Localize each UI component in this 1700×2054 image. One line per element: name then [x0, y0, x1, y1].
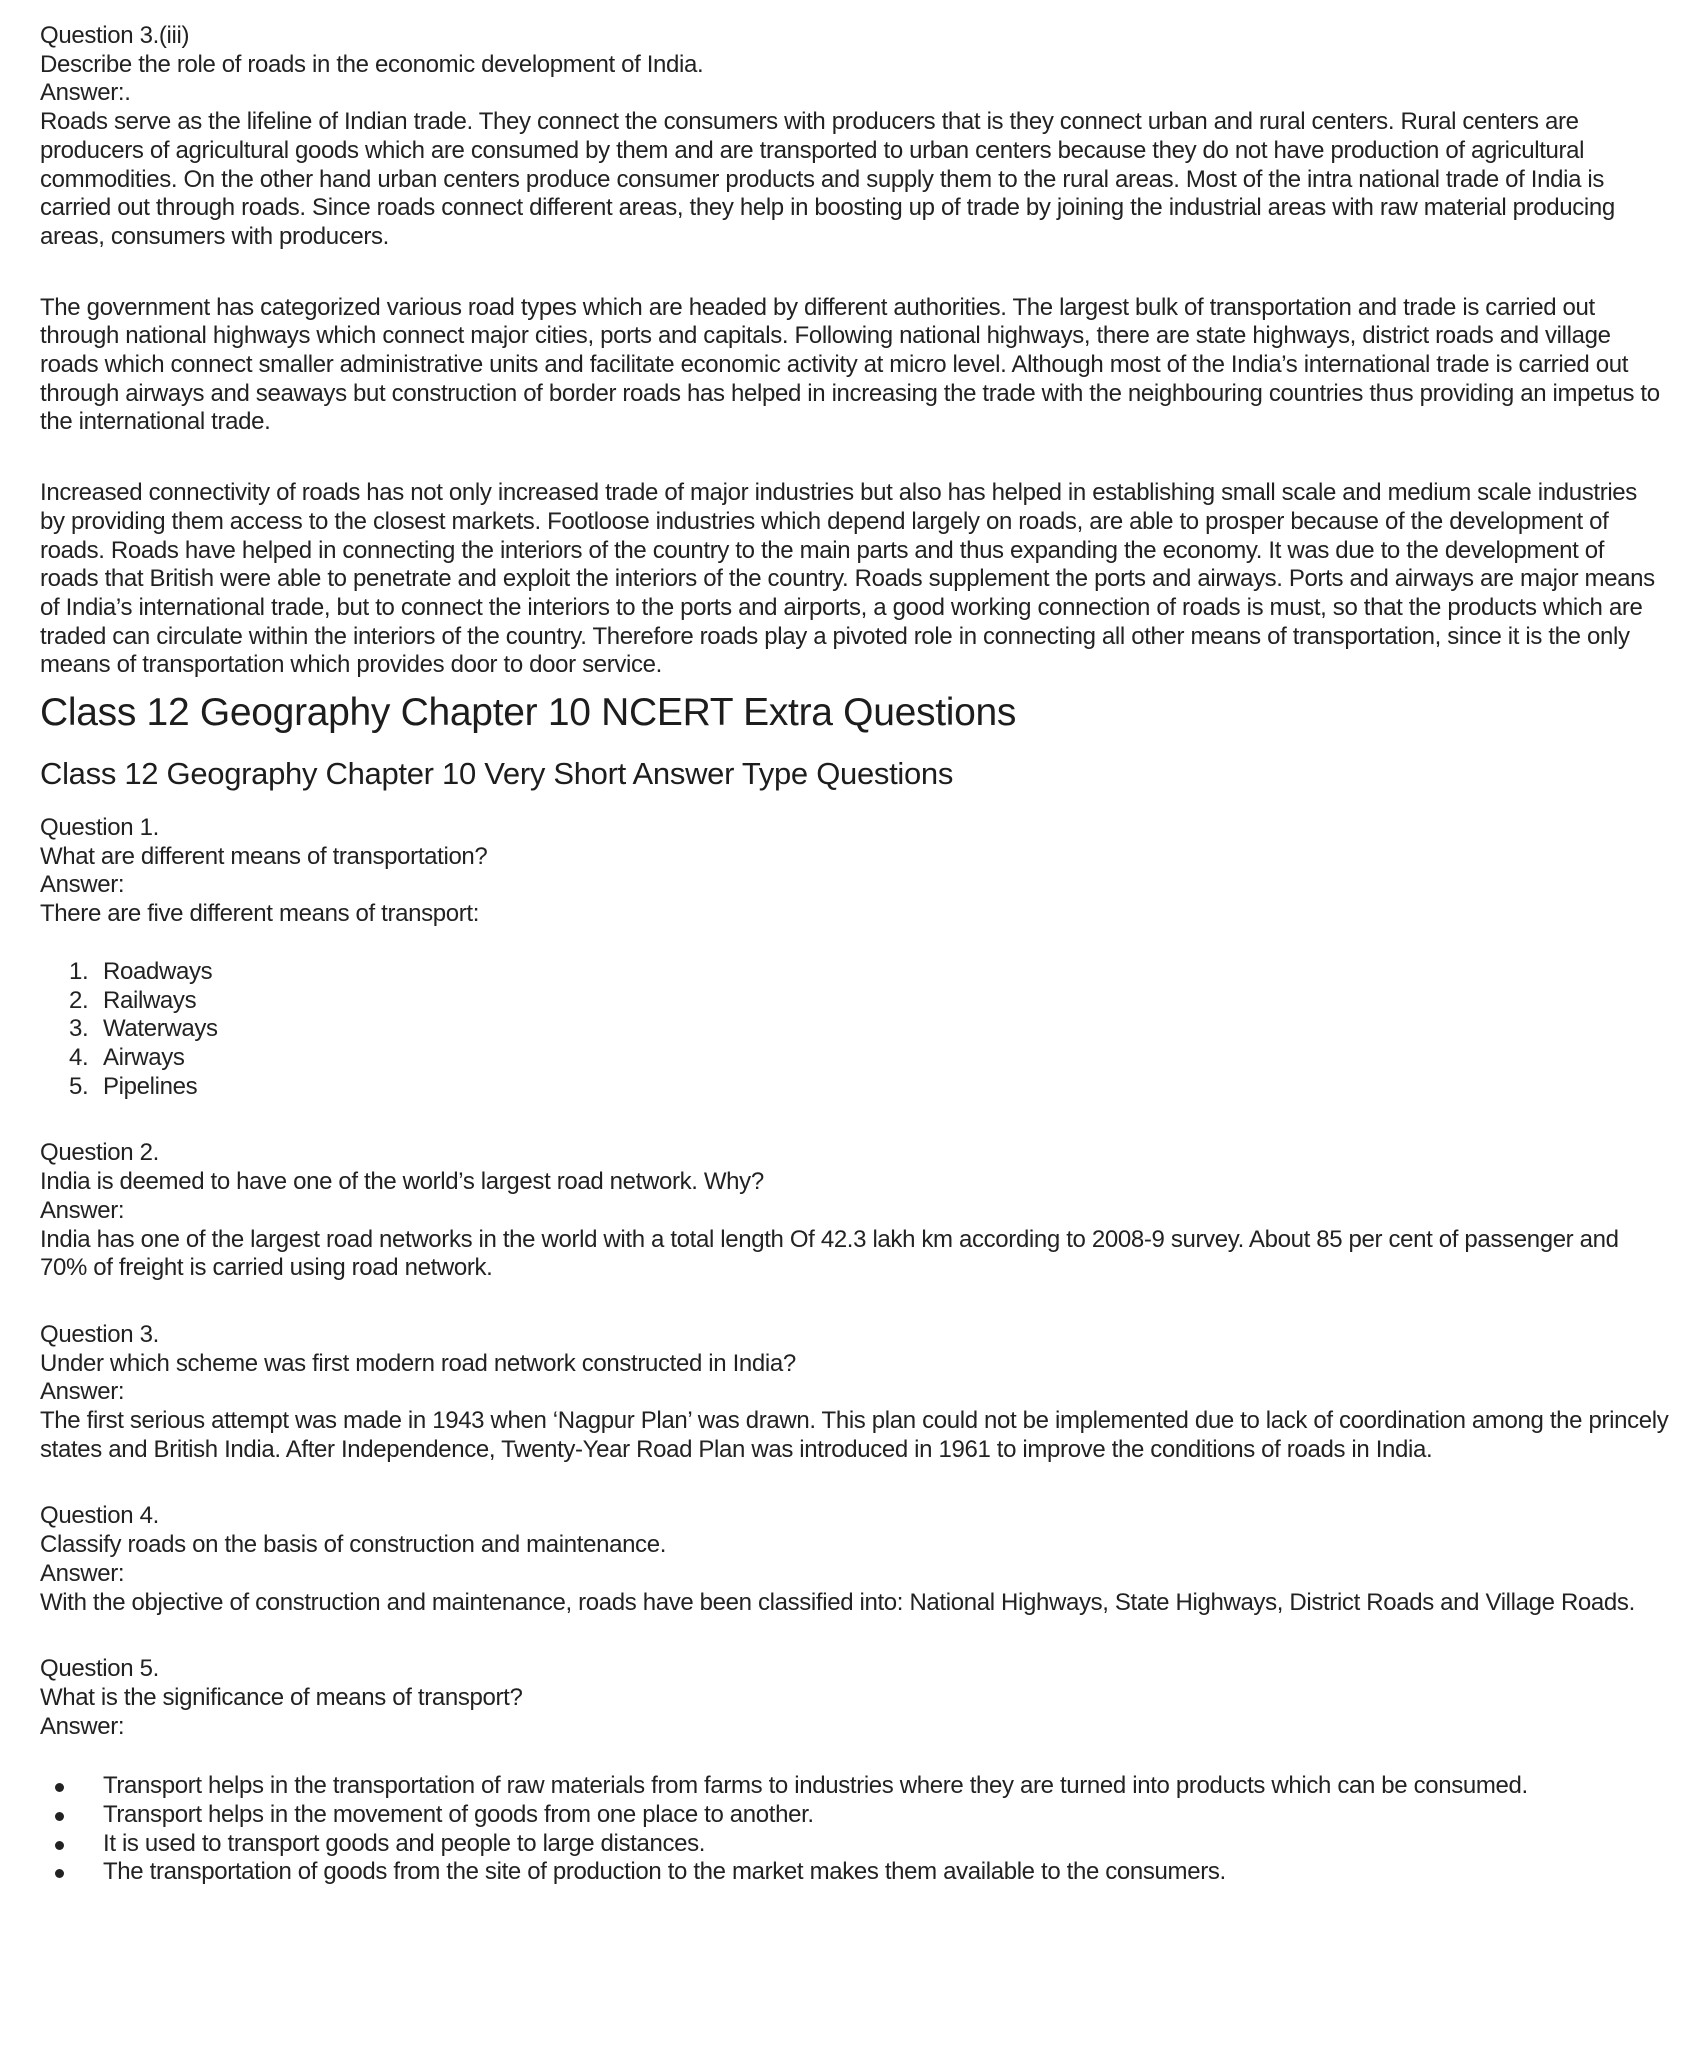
- answer-paragraph: Increased connectivity of roads has not only increased trade of major industries but also has helped in establishing small scale and medium scale industries by providing them access to the closest markets. Footloose industries which depend largely on roads, are able to prosper because of the development of roads. Roads have helped in connecting the interiors of the country to the main parts and thus expanding the economy. It was due to the development of roads that British were able to penetrate and exploit the interiors of the country. Roads supplement the ports and airways. Ports and airways are major means of India’s international trade, but to connect the interiors to the ports and airports, a good working connection of roads is must, so that the products which are traded can circulate within the interiors of the country. Therefore roads play a pivoted role in connecting all other means of transportation, since it is the only means of transportation which provides door to door service.: [40, 479, 1655, 679]
- list-item: [40, 1830, 1660, 1859]
- question-text: India is deemed to have one of the world’s largest road network. Why?: [40, 1168, 764, 1196]
- question-label: Question 3.(iii): [40, 22, 190, 49]
- answer-paragraph: Roads serve as the lifeline of Indian trade. They connect the consumers with producers that is they connect urban and rural centers. Rural centers are producers of agricultural goods which are consumed by them and are transported to urban centers because they do not have production of agricultural commodities. On the other hand urban centers produce consumer products and supply them to the rural areas. Most of the intra national trade of India is carried out through roads. Since roads connect different areas, they help in boosting up of trade by joining the industrial areas with raw material producing areas, consumers with producers.: [40, 108, 1615, 250]
- list-text: It is used to transport goods and people to large distances.: [103, 1829, 706, 1857]
- list-text: Waterways: [103, 1015, 218, 1043]
- question-text: Under which scheme was first modern road network constructed in India?: [40, 1349, 796, 1377]
- list-text: The transportation of goods from the site of production to the market makes them available to the consumers.: [103, 1858, 1226, 1886]
- list-text: Airways: [103, 1043, 185, 1071]
- question-text: Classify roads on the basis of construction and maintenance.: [40, 1531, 667, 1559]
- bullet-icon: [40, 1830, 103, 1859]
- list-text: Railways: [103, 986, 197, 1014]
- answer-text: There are five different means of transport:: [40, 900, 480, 928]
- list-item: [40, 1801, 1660, 1830]
- list-item: [40, 987, 1660, 1016]
- answer-label: Answer:: [40, 1378, 125, 1406]
- list-number: 5.: [69, 1072, 89, 1100]
- list-text: Roadways: [103, 957, 213, 985]
- answer-label: Answer:: [40, 1712, 125, 1740]
- list-number: 1.: [69, 957, 89, 985]
- question-label: Question 2.: [40, 1139, 159, 1167]
- question-2: [40, 1139, 1660, 1283]
- means-of-transport-list: [40, 958, 1660, 1102]
- question-3iii-section: [40, 22, 1660, 680]
- list-item: [40, 1772, 1660, 1801]
- list-number: 2.: [69, 986, 89, 1014]
- answer-text: With the objective of construction and maintenance, roads have been classified into: National Highways, State Highways, District Roads and Village Roads.: [40, 1588, 1635, 1616]
- significance-list: [40, 1772, 1660, 1887]
- question-label: Question 5.: [40, 1655, 159, 1683]
- question-5: [40, 1655, 1660, 1887]
- answer-label: Answer:: [40, 871, 125, 899]
- list-item: [40, 1073, 1660, 1102]
- answer-text: The first serious attempt was made in 1943 when ‘Nagpur Plan’ was drawn. This plan could not be implemented due to lack of coordination among the princely states and British India. After Independence, Twenty-Year Road Plan was introduced in 1961 to improve the conditions of roads in India.: [40, 1407, 1669, 1463]
- question-4: [40, 1502, 1660, 1617]
- question-text: Describe the role of roads in the economic development of India.: [40, 50, 704, 78]
- list-text: Pipelines: [103, 1072, 198, 1100]
- list-item: [40, 1858, 1660, 1887]
- answer-label: Answer:.: [40, 79, 131, 107]
- list-item: [40, 1015, 1660, 1044]
- answer-label: Answer:: [40, 1559, 125, 1587]
- bullet-icon: [40, 1858, 103, 1887]
- list-item: [40, 958, 1660, 987]
- bullet-icon: [40, 1772, 103, 1801]
- question-label: Question 4.: [40, 1502, 159, 1530]
- list-number: 3.: [69, 1015, 89, 1043]
- answer-text: India has one of the largest road networks in the world with a total length Of 42.3 lakh km according to 2008-9 survey. About 85 per cent of passenger and 70% of freight is carried using road network.: [40, 1225, 1619, 1282]
- list-number: 4.: [69, 1043, 89, 1071]
- answer-label: Answer:: [40, 1196, 125, 1224]
- bullet-icon: [40, 1801, 103, 1830]
- answer-paragraph: The government has categorized various road types which are headed by different authorities. The largest bulk of transportation and trade is carried out through national highways which connect major cities, ports and capitals. Following national highways, there are state highways, district roads and village roads which connect smaller administrative units and facilitate economic activity at micro level. Although most of the India’s international trade is carried out through airways and seaways but construction of border roads has helped in increasing the trade with the neighbouring countries thus providing an impetus to the international trade.: [40, 293, 1660, 436]
- question-text: What are different means of transportation?: [40, 842, 488, 870]
- question-3: [40, 1320, 1669, 1465]
- question-label: Question 3.: [40, 1320, 159, 1348]
- list-text: Transport helps in the transportation of raw materials from farms to industries where they are turned into products which can be consumed.: [103, 1772, 1528, 1800]
- question-label: Question 1.: [40, 814, 159, 842]
- main-heading: Class 12 Geography Chapter 10 NCERT Extra Questions: [40, 691, 1017, 735]
- question-text: What is the significance of means of transport?: [40, 1683, 523, 1711]
- question-1: [40, 814, 1660, 1101]
- list-text: Transport helps in the movement of goods from one place to another.: [103, 1801, 814, 1829]
- sub-heading: Class 12 Geography Chapter 10 Very Short Answer Type Questions: [40, 756, 954, 792]
- list-item: [40, 1044, 1660, 1073]
